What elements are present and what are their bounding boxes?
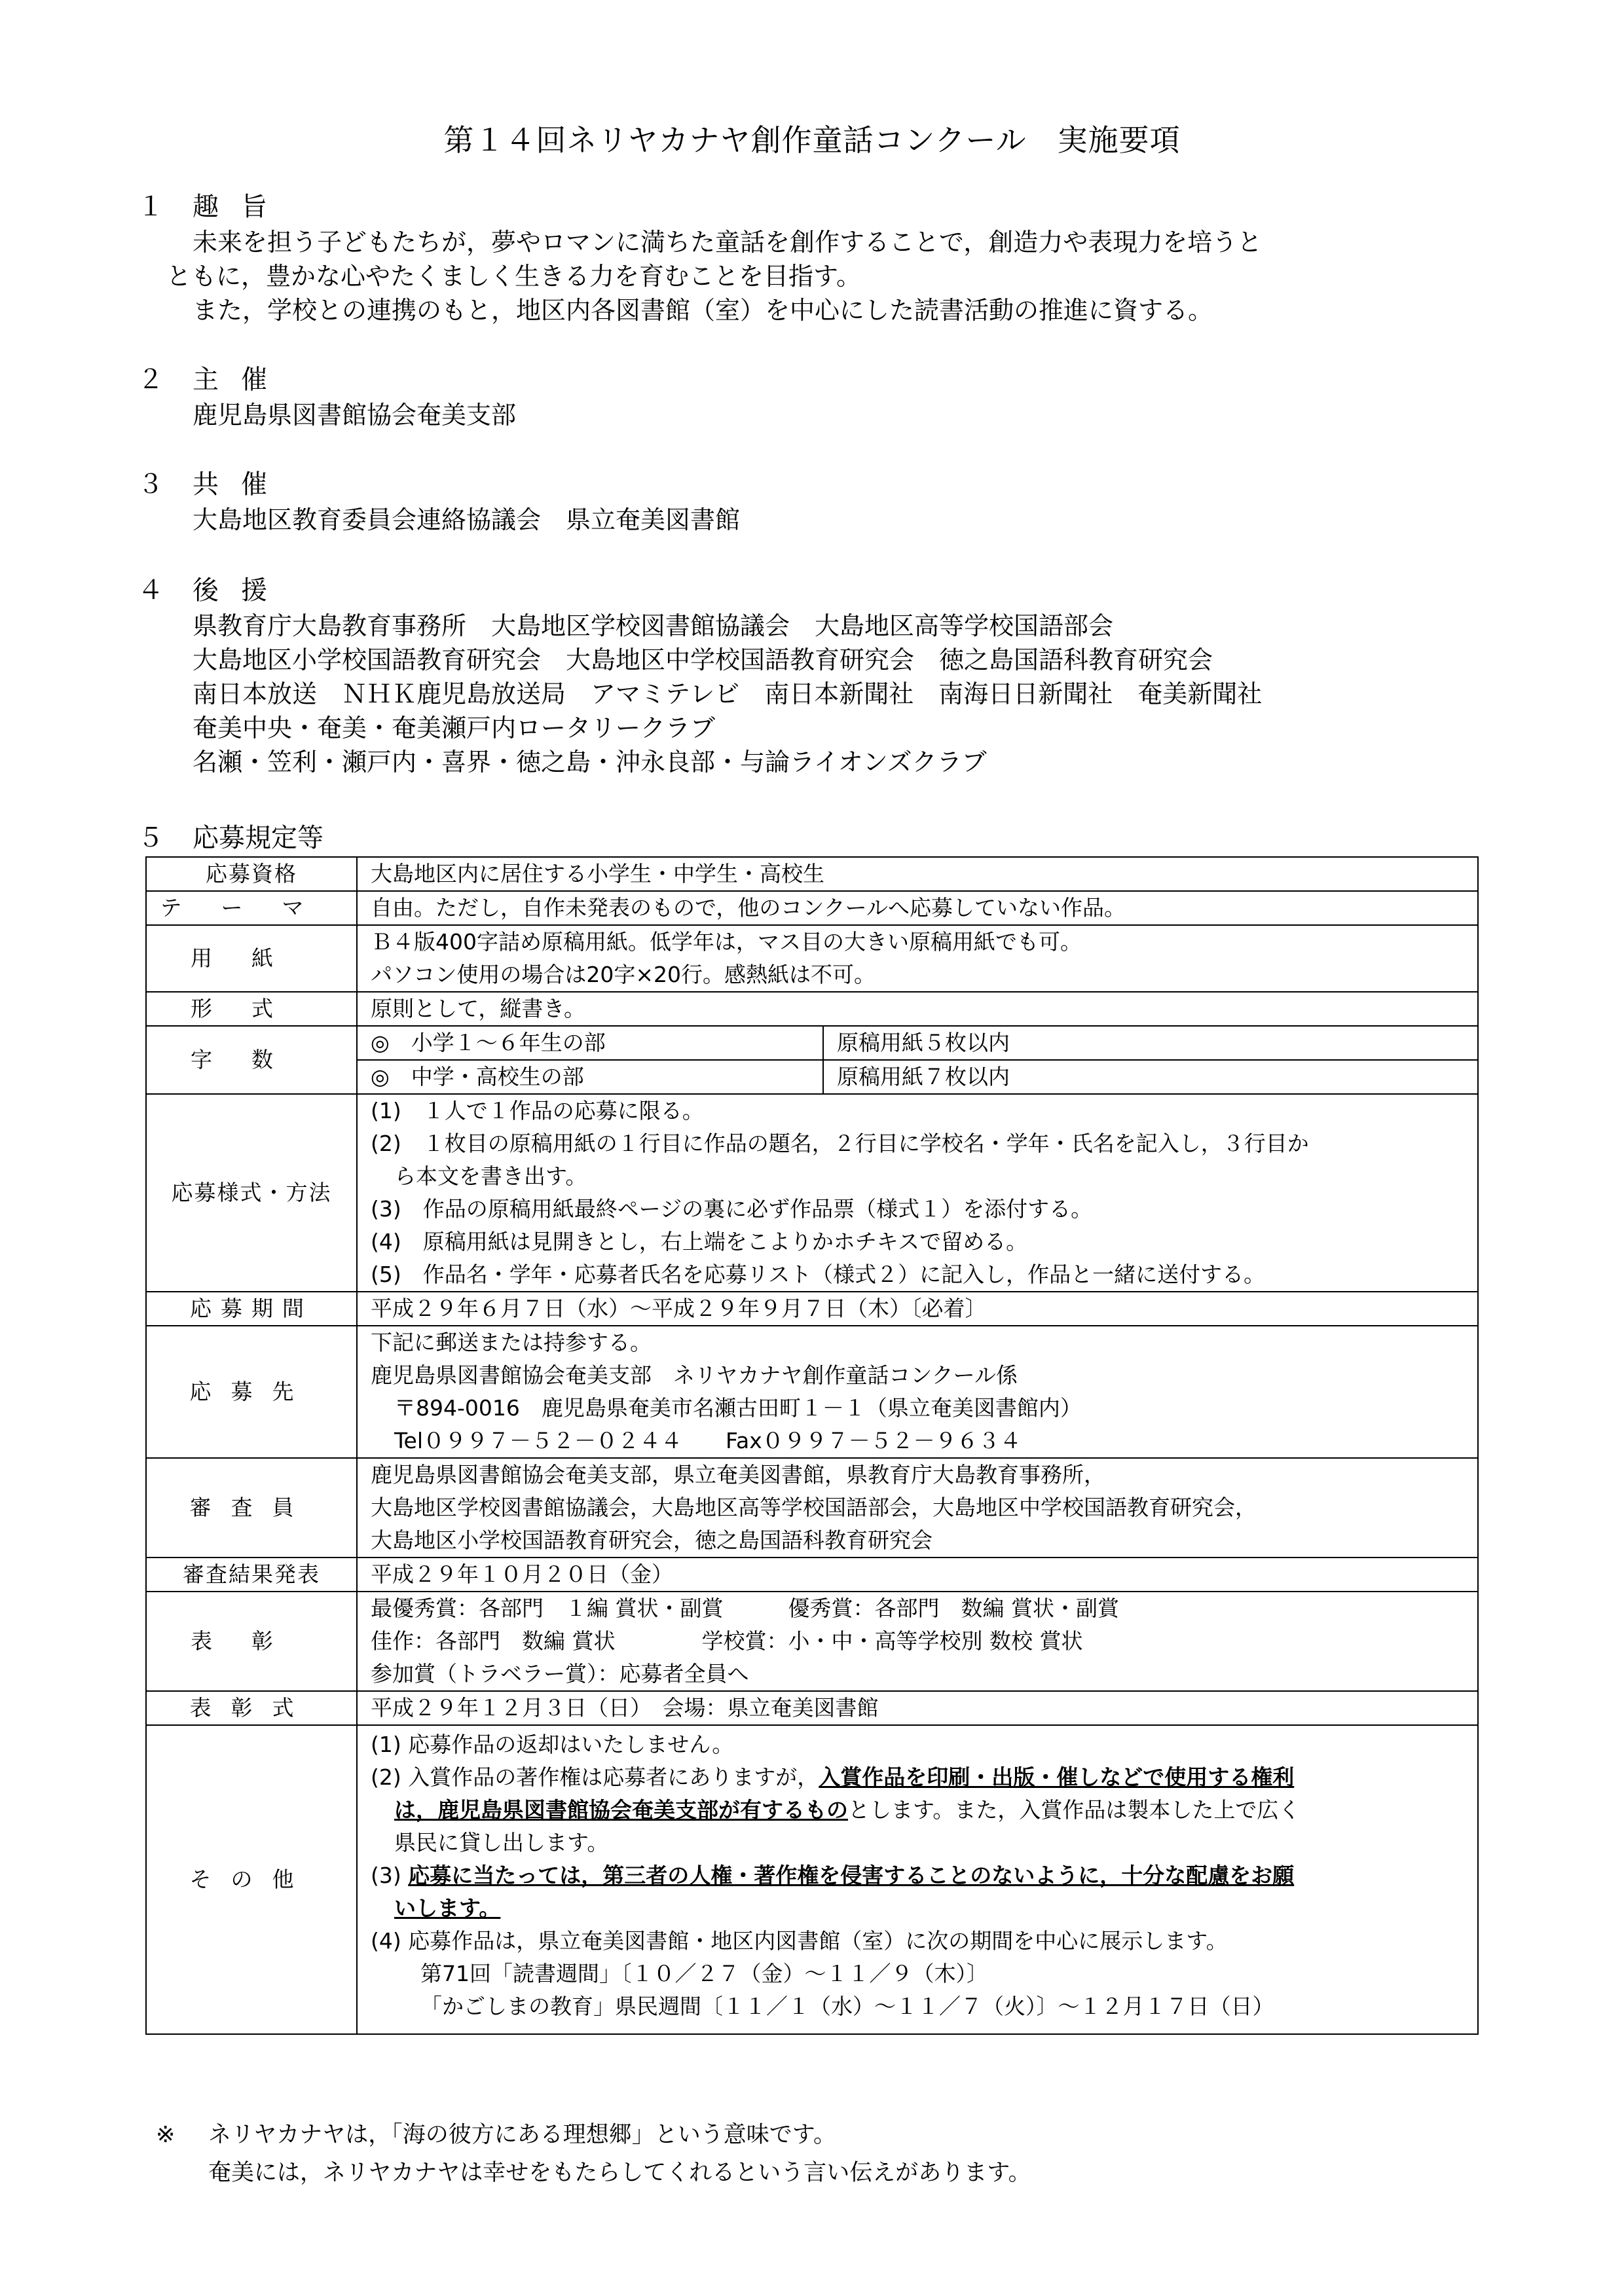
row-label: その他 xyxy=(146,1725,357,2034)
row-value: 原則として，縦書き。 xyxy=(357,992,1478,1026)
destination-line-3: 〒894-0016 鹿児島県奄美市名瀬古田町１－１（県立奄美図書館内） xyxy=(394,1395,1082,1421)
other-item-4-b: 「かごしまの教育」県民週間〔１１／１（水）～１１／７（火）〕～１２月１７日（日） xyxy=(420,1994,1274,2019)
other-item-2 xyxy=(371,1761,1464,1794)
row-value xyxy=(357,1725,1478,2034)
table-row xyxy=(146,891,1478,925)
footnote xyxy=(156,2116,1031,2192)
section-number: ３ xyxy=(138,469,164,500)
note-line-2: 奄美には，ネリヤカナヤは幸せをもたらしてくれるという言い伝えがあります。 xyxy=(208,2160,1031,2186)
section-purpose xyxy=(138,189,1513,327)
paper-line-2: パソコン使用の場合は20字×20行。感熱紙は不可。 xyxy=(371,962,876,987)
sponsors-line-5: 名瀬・笠利・瀬戸内・喜界・徳之島・沖永良部・与論ライオンズクラブ xyxy=(193,748,987,776)
section-number: ２ xyxy=(138,365,164,395)
awards-line-3: 参加賞（トラベラー賞）：応募者全員へ xyxy=(371,1661,749,1686)
organizer-line: 鹿児島県図書館協会奄美支部 xyxy=(193,401,517,429)
table-row xyxy=(146,925,1478,992)
table-row xyxy=(146,1026,1478,1094)
row-label: 応募様式・方法 xyxy=(146,1094,357,1292)
sponsors-line-3: 南日本放送 ＮＨＫ鹿児島放送局 アマミテレビ 南日本新聞社 南海日日新聞社 奄美新聞社 xyxy=(193,680,1263,708)
row-value: 自由。ただし，自作未発表のもので，他のコンクールへ応募していない作品。 xyxy=(357,891,1478,925)
purpose-line-3: また，学校との連携のもと，地区内各図書館（室）を中心にした読書活動の推進に資する。 xyxy=(193,296,1213,325)
row-value xyxy=(357,1026,1478,1094)
count-subtable xyxy=(358,1027,1477,1093)
row-label: テーマ xyxy=(146,891,357,925)
table-row xyxy=(146,1292,1478,1326)
sponsors-line-1: 県教育庁大島教育事務所 大島地区学校図書館協議会 大島地区高等学校国語部会 xyxy=(193,611,1114,640)
method-line-4: (3) 作品の原稿用紙最終ページの裏に必ず作品票（様式１）を添付する。 xyxy=(371,1196,1093,1222)
row-label: 審査員 xyxy=(146,1458,357,1558)
table-row xyxy=(358,1060,1477,1093)
note-line-1: ネリヤカナヤは，「海の彼方にある理想郷」という意味です。 xyxy=(208,2122,837,2148)
row-label: 応募先 xyxy=(146,1326,357,1458)
row-value: 平成２９年６月７日（水）～平成２９年９月７日（木）〔必着〕 xyxy=(357,1292,1478,1326)
sponsors-line-4: 奄美中央・奄美・奄美瀬戸内ロータリークラブ xyxy=(193,714,716,742)
row-value: 平成２９年１２月３日（日） 会場：県立奄美図書館 xyxy=(357,1691,1478,1725)
awards-line-2: 佳作：各部門 数編 賞状 学校賞：小・中・高等学校別 数校 賞状 xyxy=(371,1628,1083,1654)
purpose-line-1: 未来を担う子どもたちが，夢やロマンに満ちた童話を創作することで，創造力や表現力を培うと xyxy=(193,228,1263,257)
row-value xyxy=(357,1458,1478,1558)
purpose-line-2: ともに，豊かな心やたくましく生きる力を育むことを目指す。 xyxy=(166,262,861,291)
table-row xyxy=(146,1592,1478,1691)
table-row xyxy=(146,992,1478,1026)
awards-line-1: 最優秀賞：各部門 １編 賞状・副賞 優秀賞：各部門 数編 賞状・副賞 xyxy=(371,1595,1119,1621)
judges-line-3: 大島地区小学校国語教育研究会，徳之島国語科教育研究会 xyxy=(371,1527,932,1553)
judges-line-2: 大島地区学校図書館協議会，大島地区高等学校国語部会，大島地区中学校国語教育研究会， xyxy=(371,1495,1257,1520)
row-value: 平成２９年１０月２０日（金） xyxy=(357,1558,1478,1592)
row-label: 用紙 xyxy=(146,925,357,992)
table-row xyxy=(146,857,1478,891)
method-line-3: ら本文を書き出す。 xyxy=(394,1163,587,1189)
destination-line-4: Tel０９９７－５２－０２４４ Fax０９９７－５２－９６３４ xyxy=(394,1428,1022,1453)
section-number: ５ xyxy=(138,823,164,853)
other-item-2-line3: 県民に貸し出します。 xyxy=(394,1830,609,1855)
section-number: １ xyxy=(138,192,164,222)
paper-line-1: Ｂ４版400字詰め原稿用紙。低学年は，マス目の大きい原稿用紙でも可。 xyxy=(371,929,1082,955)
method-line-5: (4) 原稿用紙は見開きとし，右上端をこよりかホチキスで留める。 xyxy=(371,1229,1028,1254)
other-item-4: (4) 応募作品は，県立奄美図書館・地区内図書館（室）に次の期間を中心に展示します。 xyxy=(371,1928,1228,1954)
limit-cell: 原稿用紙５枚以内 xyxy=(823,1027,1477,1060)
other-item-1: (1) 応募作品の返却はいたしません。 xyxy=(371,1732,734,1757)
division-cell: ◎ 小学１～６年生の部 xyxy=(358,1027,823,1060)
section-title: 主催 xyxy=(193,365,289,395)
sponsors-line-2: 大島地区小学校国語教育研究会 大島地区中学校国語教育研究会 徳之島国語科教育研究会 xyxy=(193,646,1213,674)
other-item-3-cont xyxy=(371,1892,1464,1925)
other-item-3-num: (3) xyxy=(371,1863,409,1888)
table-row xyxy=(358,1027,1477,1060)
table-row xyxy=(146,1094,1478,1292)
section-title: 後援 xyxy=(193,575,289,606)
copyright-notice-underlined: いします。 xyxy=(394,1895,501,1921)
method-line-6: (5) 作品名・学年・応募者氏名を応募リスト（様式２）に記入し，作品と一緒に送付する。 xyxy=(371,1262,1266,1287)
division-cell: ◎ 中学・高校生の部 xyxy=(358,1060,823,1093)
row-value xyxy=(357,925,1478,992)
destination-line-1: 下記に郵送または持参する。 xyxy=(371,1330,652,1355)
copyright-notice-underlined: 応募に当たっては，第三者の人権・著作権を侵害することのないように，十分な配慮をお願 xyxy=(408,1863,1295,1888)
row-label: 表彰 xyxy=(146,1592,357,1691)
co-organizer-line: 大島地区教育委員会連絡協議会 県立奄美図書館 xyxy=(193,505,741,534)
destination-line-2: 鹿児島県図書館協会奄美支部 ネリヤカナヤ創作童話コンクール係 xyxy=(371,1362,1018,1388)
section-number: ４ xyxy=(138,575,164,606)
section-rules xyxy=(138,820,1513,856)
other-item-4-a: 第71回「読書週間」〔１０／２７（金）～１１／９（木）〕 xyxy=(420,1961,988,1986)
row-value xyxy=(357,1592,1478,1691)
other-item-2-text: とします。また，入賞作品は製本した上で広く xyxy=(848,1797,1301,1823)
row-label: 形式 xyxy=(146,992,357,1026)
section-co-organizer xyxy=(138,466,1513,537)
table-row xyxy=(146,1691,1478,1725)
rights-notice-underlined: は，鹿児島県図書館協会奄美支部が有するもの xyxy=(394,1797,848,1823)
row-value xyxy=(357,1094,1478,1292)
other-item-3 xyxy=(371,1859,1464,1892)
judges-line-1: 鹿児島県図書館協会奄美支部，県立奄美図書館，県教育庁大島教育事務所， xyxy=(371,1462,1105,1487)
section-organizer xyxy=(138,361,1513,432)
rules-table xyxy=(145,856,1479,2035)
note-mark: ※ xyxy=(156,2122,175,2148)
row-label: 字数 xyxy=(146,1026,357,1094)
other-item-2-cont xyxy=(371,1794,1464,1827)
other-item-2-text: (2) 入賞作品の著作権は応募者にありますが， xyxy=(371,1764,819,1790)
table-row xyxy=(146,1458,1478,1558)
table-row xyxy=(146,1326,1478,1458)
row-label: 応募期間 xyxy=(146,1292,357,1326)
section-title: 応募規定等 xyxy=(193,823,323,853)
method-line-2: (2) １枚目の原稿用紙の１行目に作品の題名，２行目に学校名・学年・氏名を記入し，３行目か xyxy=(371,1131,1309,1156)
limit-cell: 原稿用紙７枚以内 xyxy=(837,1064,1010,1089)
row-label: 審査結果発表 xyxy=(146,1558,357,1592)
row-value: 大島地区内に居住する小学生・中学生・高校生 xyxy=(357,857,1478,891)
table-row xyxy=(146,1558,1478,1592)
table-row xyxy=(146,1725,1478,2034)
row-value xyxy=(357,1326,1478,1458)
section-sponsors xyxy=(138,572,1513,779)
section-title: 趣旨 xyxy=(193,192,289,222)
rights-notice-underlined: 入賞作品を印刷・出版・催しなどで使用する権利 xyxy=(819,1764,1295,1790)
method-line-1: (1) １人で１作品の応募に限る。 xyxy=(371,1098,704,1123)
row-label: 応募資格 xyxy=(146,857,357,891)
page-title: 第１４回ネリヤカナヤ創作童話コンクール 実施要項 xyxy=(443,122,1181,158)
row-label: 表彰式 xyxy=(146,1691,357,1725)
section-title: 共催 xyxy=(193,469,289,500)
